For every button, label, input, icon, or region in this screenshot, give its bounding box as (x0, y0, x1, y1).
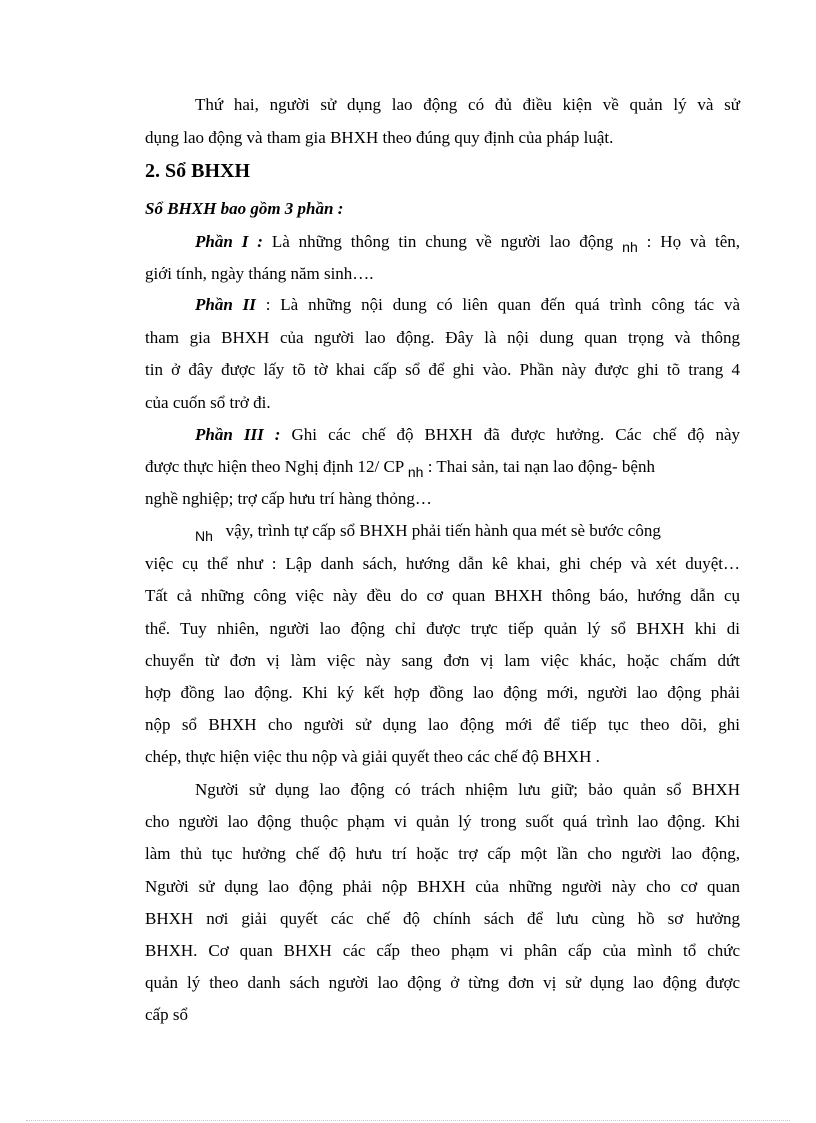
procedure-line: chép, thực hiện việc thu nộp và giải quyết theo các chế độ BHXH . (145, 747, 600, 766)
procedure-text: vậy, trình tự cấp sổ BHXH phải tiến hành qua mét sè bước công (225, 521, 661, 540)
procedure-line: Tất cả những công việc này đều do cơ quan BHXH thông báo, hướng dẫn cụ (145, 586, 740, 605)
part3-line: nghề nghiệp; trợ cấp hưu trí hàng thỏng… (145, 489, 432, 508)
part3-text-end: : Thai sản, tai nạn lao động- bệnh (427, 457, 655, 476)
paragraph-line: dụng lao động và tham gia BHXH theo đúng quy định của pháp luật. (145, 128, 614, 147)
part1-text-end: : Họ và tên, (646, 232, 740, 251)
part3-mark: nh (407, 464, 424, 480)
paragraph-line: Thứ hai, người sử dụng lao động có đủ điều kiện về quản lý và sử (195, 95, 740, 114)
employer-line: cấp sổ (145, 1005, 188, 1024)
employer-line: Người sử dụng lao động phải nộp BHXH của những người này cho cơ quan (145, 877, 740, 896)
procedure-line (195, 520, 740, 542)
part3-label: Phần III : (195, 425, 281, 444)
part1-text: Là những thông tin chung về người lao động (262, 232, 614, 251)
part2-line: của cuốn sổ trở đi. (145, 393, 271, 412)
part2-line: tin ở đây được lấy tõ tờ khai cấp sổ để ghi vào. Phần này được ghi tõ trang 4 (145, 360, 740, 379)
procedure-line: hợp đồng lao động. Khi ký kết hợp đồng lao động mới, người lao động phải (145, 683, 740, 702)
part3-line (195, 424, 740, 446)
procedure-mark: Nh (195, 528, 213, 544)
part2-line (195, 294, 740, 316)
part3-text: Ghi các chế độ BHXH đã được hưởng. Các chế độ này (280, 425, 740, 444)
section-heading: 2. Sổ BHXH (145, 160, 251, 182)
part1-line (195, 231, 740, 253)
part3-line (145, 456, 655, 478)
part2-text: : Là những nội dung có liên quan đến quá trình công tác và (255, 295, 740, 314)
part2-line: tham gia BHXH của người lao động. Đây là nội dung quan trọng và thông (145, 328, 740, 347)
employer-line: cho người lao động thuộc phạm vi quản lý trong suốt quá trình lao động. Khi (145, 812, 740, 831)
section-subheading: Sổ BHXH bao gồm 3 phần : (145, 199, 344, 218)
employer-line: BHXH. Cơ quan BHXH các cấp theo phạm vi phân cấp của mình tổ chức (145, 941, 740, 960)
employer-line: Người sử dụng lao động có trách nhiệm lưu giữ; bảo quản sổ BHXH (195, 780, 740, 799)
page-bottom-divider (26, 1120, 790, 1121)
part2-label: Phần II (195, 295, 256, 314)
employer-line: quản lý theo danh sách người lao động ở từng đơn vị sử dụng lao động được (145, 973, 740, 992)
procedure-line: việc cụ thể như : Lập danh sách, hướng dẫn kê khai, ghi chép và xét duyệt… (145, 554, 740, 573)
procedure-line: thể. Tuy nhiên, người lao động chỉ được trực tiếp quản lý sổ BHXH khi di (145, 619, 740, 638)
employer-line: làm thủ tục hưởng chế độ hưu trí hoặc trợ cấp một lần cho người lao động, (145, 844, 740, 863)
procedure-line: nộp sổ BHXH cho người sử dụng lao động mới để tiếp tục theo dõi, ghi (145, 715, 740, 734)
procedure-line: chuyển từ đơn vị làm việc này sang đơn vị lam việc khác, hoặc chấm dứt (145, 651, 740, 670)
part1-mark: nh (622, 239, 638, 255)
part3-text: được thực hiện theo Nghị định 12/ CP (145, 457, 404, 476)
employer-line: BHXH nơi giải quyết các chế độ chính sách để lưu cùng hồ sơ hưởng (145, 909, 740, 928)
part1-label: Phần I : (195, 232, 263, 251)
part1-line: giới tính, ngày tháng năm sinh…. (145, 264, 374, 283)
